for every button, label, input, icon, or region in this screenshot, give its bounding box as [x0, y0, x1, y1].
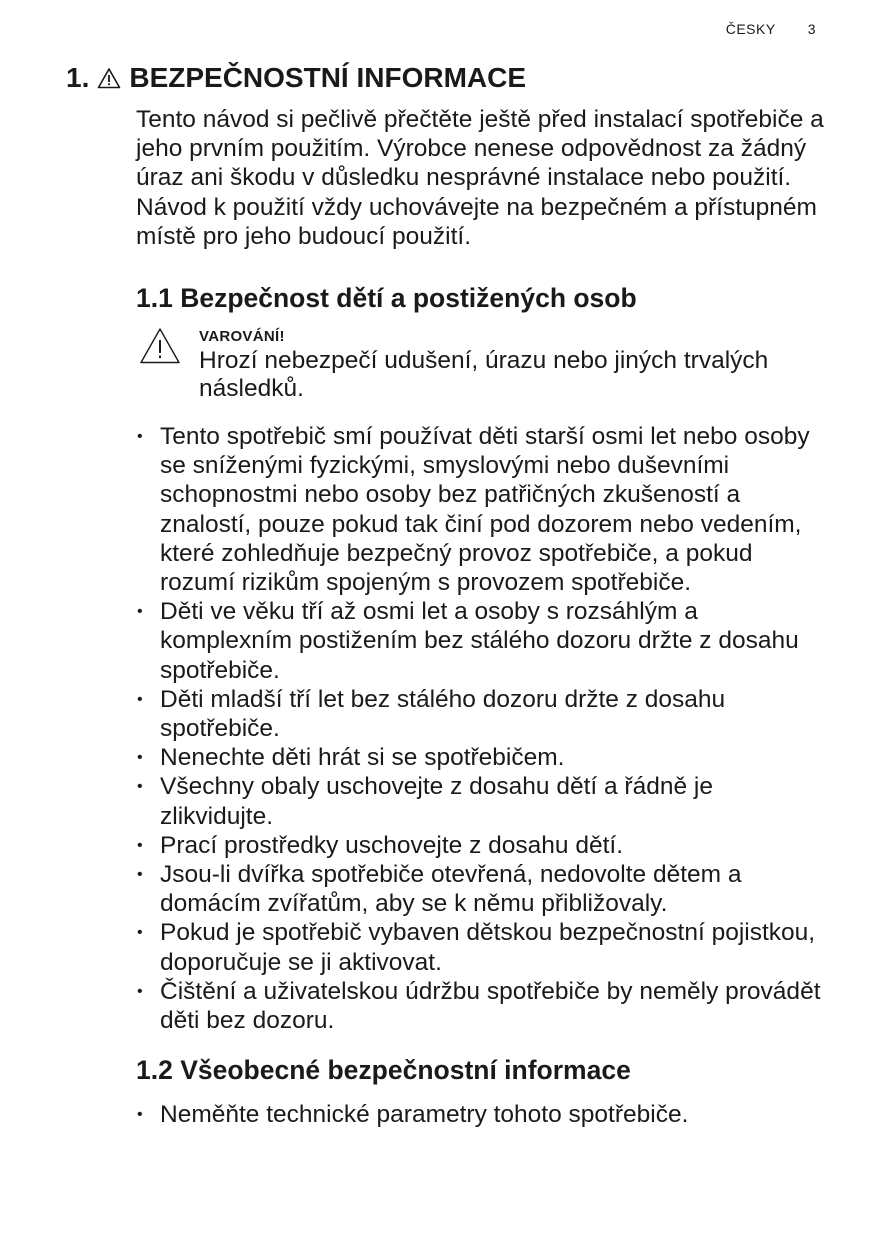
- list-item: • Nenechte děti hrát si se spotřebičem.: [137, 744, 565, 772]
- bullet-dot-icon: •: [137, 603, 143, 621]
- title-number: 1.: [66, 62, 90, 93]
- bullet-dot-icon: •: [137, 428, 143, 446]
- warning-text: Hrozí nebezpečí udušení, úrazu nebo jiných trvalých následků.: [199, 347, 769, 403]
- title-text: BEZPEČNOSTNÍ INFORMACE: [129, 62, 527, 93]
- bullet-dot-icon: •: [137, 1106, 143, 1124]
- warning-triangle-icon: [139, 327, 181, 365]
- list-item: • Jsou-li dvířka spotřebiče otevřená, nedovolte dětem a domácím zvířatům, aby se k němu přibližovaly.: [137, 861, 742, 918]
- bullet-dot-icon: •: [137, 982, 143, 1000]
- page-header: [726, 21, 816, 37]
- bullet-dot-icon: •: [137, 924, 143, 942]
- list-item: • Děti mladší tří let bez stálého dozoru držte z dosahu spotřebiče.: [137, 685, 726, 743]
- bullet-dot-icon: •: [137, 690, 143, 708]
- list-item: • Děti ve věku tří až osmi let a osoby s rozsáhlým a komplexním postižením bez stálého dozoru držte z dosahu spotřebiče.: [137, 598, 799, 684]
- section-heading-1-1: 1.1 Bezpečnost dětí a postižených osob: [136, 283, 637, 314]
- list-item: • Pokud je spotřebič vybaven dětskou bezpečnostní pojistkou, doporučuje se ji aktivovat.: [137, 919, 816, 976]
- list-item: • Tento spotřebič smí používat děti starší osmi let nebo osoby se sníženými fyzickými, smyslovými nebo duševními schopnostmi nebo osoby bez patřičných zkušeností a znalostí, pouze pokud tak činí pod dozorem nebo vedením, které zohledňuje bezpečný provoz spotřebiče, a pokud rozumí rizikům spojeným s provozem spotřebiče.: [137, 423, 810, 597]
- bullet-list-1-1: [136, 422, 826, 1035]
- intro-paragraph: Tento návod si pečlivě přečtěte ještě před instalací spotřebiče a jeho prvním použitím. Výrobce nenese odpovědnost za žádný úraz ani škodu v důsledku nesprávné instalace nebo použití. Návod k použití vždy uchovávejte na bezpečném a přístupném místě pro jeho budoucí použití.: [136, 106, 824, 250]
- list-item: • Prací prostředky uschovejte z dosahu dětí.: [137, 831, 624, 859]
- page-number: 3: [807, 21, 816, 37]
- main-content: [136, 105, 826, 1129]
- bullet-list-1-2: [136, 1100, 826, 1129]
- bullet-dot-icon: •: [137, 866, 143, 884]
- bullet-dot-icon: •: [137, 749, 143, 767]
- warning-label: VAROVÁNÍ!: [199, 328, 285, 346]
- list-item: • Neměňte technické parametry tohoto spotřebiče.: [137, 1101, 689, 1129]
- list-item: • Čištění a uživatelskou údržbu spotřebiče by neměly provádět děti bez dozoru.: [137, 977, 821, 1035]
- section-heading-1-2: 1.2 Všeobecné bezpečnostní informace: [136, 1055, 631, 1086]
- warning-box: [136, 327, 826, 403]
- bullet-dot-icon: •: [137, 836, 143, 854]
- page-title: [66, 60, 526, 96]
- bullet-dot-icon: •: [137, 778, 143, 796]
- warning-triangle-icon: [97, 67, 121, 89]
- list-item: • Všechny obaly uschovejte z dosahu dětí a řádně je zlikvidujte.: [137, 773, 713, 830]
- language-label: ČESKY: [725, 21, 776, 37]
